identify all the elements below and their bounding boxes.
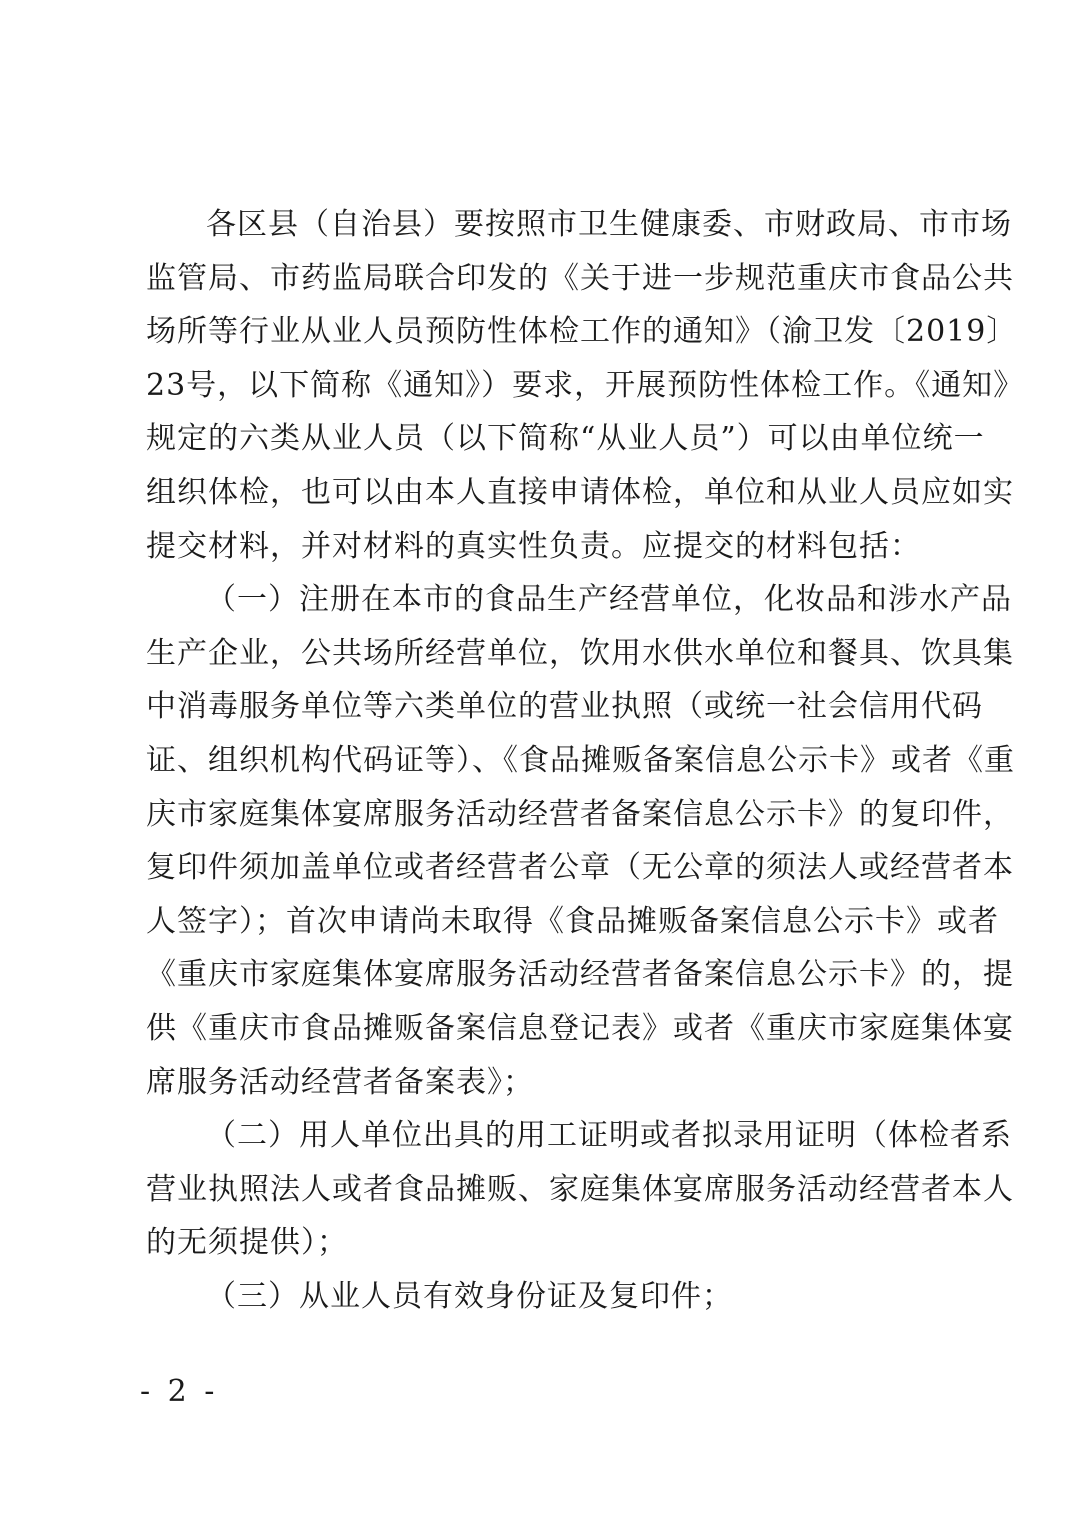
text-line: 监管局、市药监局联合印发的《关于进一步规范重庆市食品公共 — [146, 260, 1014, 296]
text-line: 的无须提供）； — [146, 1225, 348, 1261]
text-line: 证、组织机构代码证等）、《食品摊贩备案信息公示卡》或者《重 — [146, 742, 1015, 778]
text-line: 各区县（自治县）要按照市卫生健康委、市财政局、市市场 — [206, 207, 1012, 242]
text-line: 人签字）；首次申请尚未取得《食品摊贩备案信息公示卡》或者 — [146, 903, 999, 939]
text-line: （三）从业人员有效身份证及复印件； — [206, 1278, 733, 1314]
text-line: 《重庆市家庭集体宴席服务活动经营者备案信息公示卡》的，提 — [146, 957, 1014, 993]
text-line: 复印件须加盖单位或者经营者公章（无公章的须法人或经营者本 — [146, 850, 1014, 886]
text-line: （一）注册在本市的食品生产经营单位，化妆品和涉水产品 — [206, 582, 1012, 618]
text-line: 规定的六类从业人员（以下简称“从业人员”）可以由单位统一 — [146, 421, 985, 457]
text-line: 席服务活动经营者备案表》； — [146, 1064, 534, 1100]
text-line: （二）用人单位出具的用工证明或者拟录用证明（体检者系 — [206, 1118, 1012, 1154]
text-line: 供《重庆市食品摊贩备案信息登记表》或者《重庆市家庭集体宴 — [146, 1010, 1014, 1046]
text-line: 提交材料，并对材料的真实性负责。应提交的材料包括： — [146, 528, 921, 564]
text-line: 23号，以下简称《通知》）要求，开展预防性体检工作。《通知》 — [146, 367, 1025, 403]
text-line: 中消毒服务单位等六类单位的营业执照（或统一社会信用代码 — [146, 689, 983, 725]
page-number: - 2 - — [140, 1374, 219, 1409]
text-line: 庆市家庭集体宴席服务活动经营者备案信息公示卡》的复印件， — [146, 796, 1014, 832]
text-line: 场所等行业从业人员预防性体检工作的通知》（渝卫发〔2019〕 — [146, 314, 1018, 350]
body-text — [146, 198, 1025, 1323]
text-line: 生产企业，公共场所经营单位，饮用水供水单位和餐具、饮具集 — [146, 635, 1014, 671]
text-line: 组织体检，也可以由本人直接申请体检，单位和从业人员应如实 — [146, 474, 1014, 510]
text-line: 营业执照法人或者食品摊贩、家庭集体宴席服务活动经营者本人 — [146, 1171, 1014, 1207]
